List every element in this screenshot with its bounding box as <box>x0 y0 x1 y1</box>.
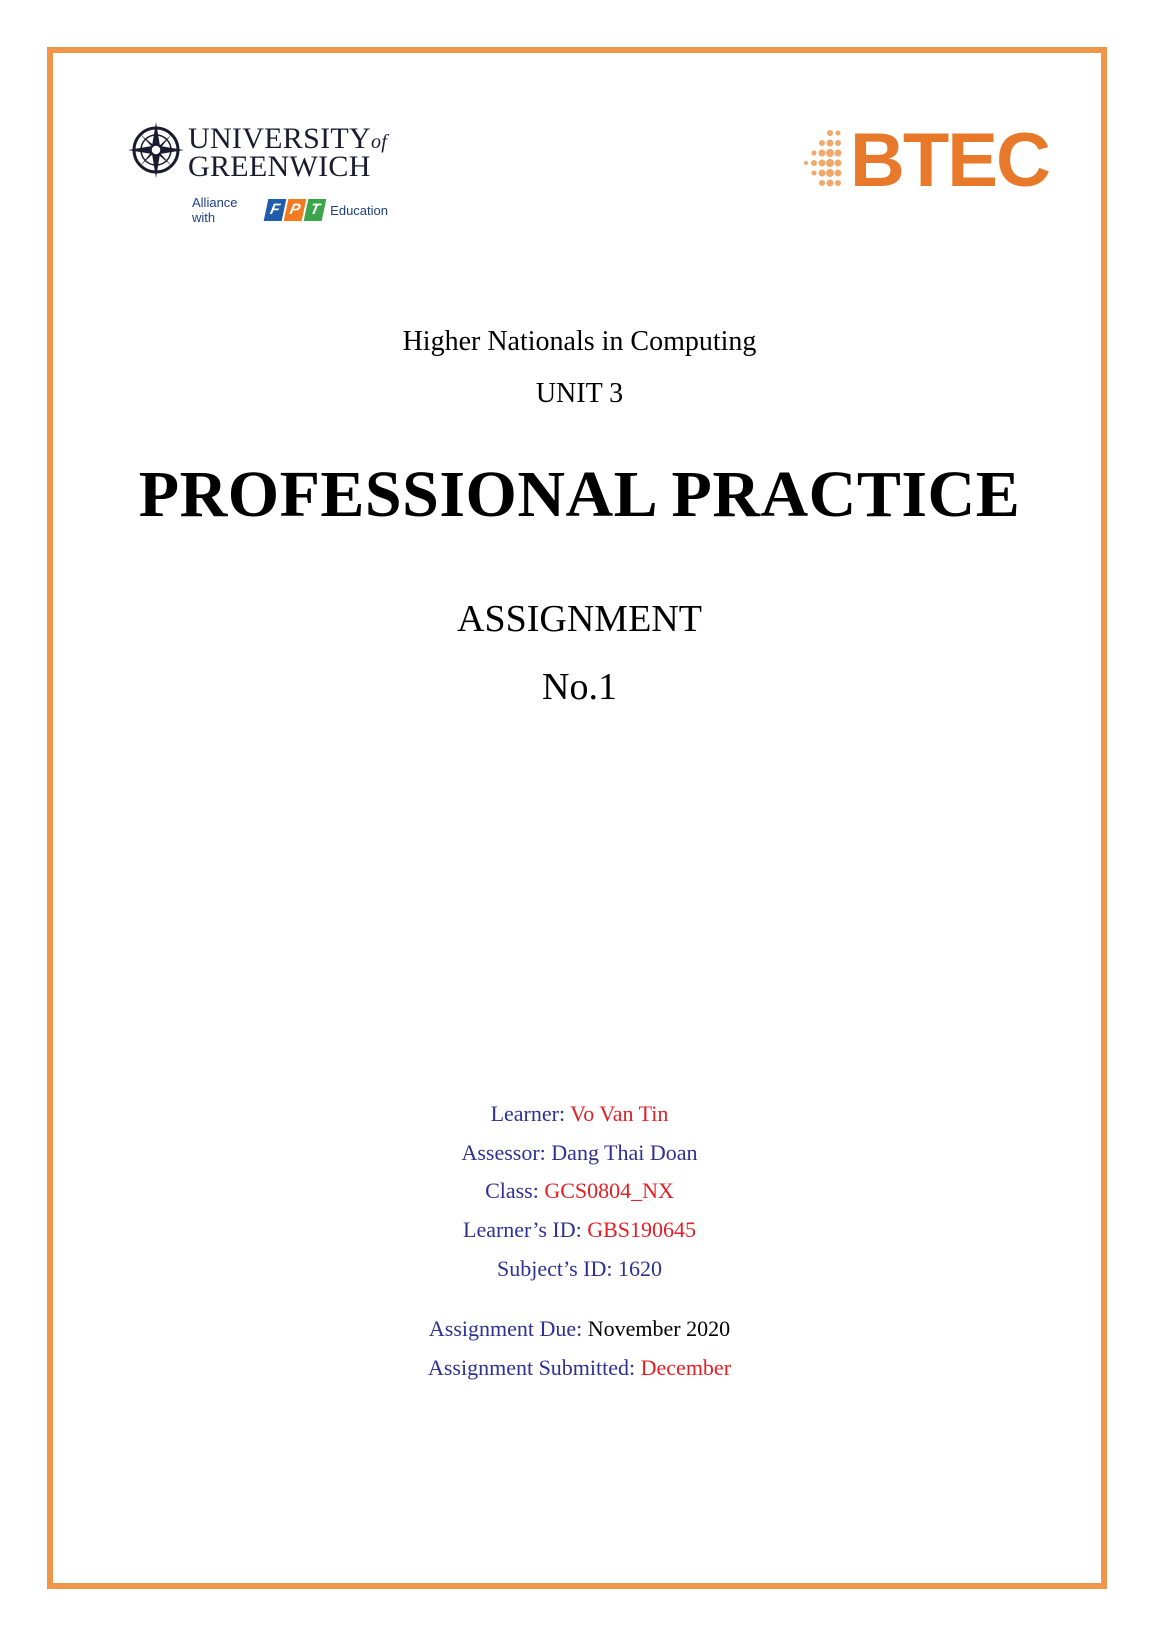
assignment-due-value: November 2020 <box>587 1316 731 1341</box>
page-title: PROFESSIONAL PRACTICE <box>138 458 1021 531</box>
learner-id-value: GBS190645 <box>587 1217 696 1242</box>
learner-id-label: Learner’s ID: <box>463 1217 588 1242</box>
learner-line <box>0 1100 1159 1128</box>
class-label: Class: <box>485 1178 545 1203</box>
unit-label: UNIT 3 <box>535 378 624 409</box>
fpt-letter-t: T <box>304 199 327 221</box>
subject-id-line <box>0 1255 1159 1283</box>
programme-name: Higher Nationals in Computing <box>402 326 757 357</box>
fpt-letter-f: F <box>264 199 287 221</box>
class-line <box>0 1177 1159 1205</box>
assessor-label: Assessor: <box>461 1140 552 1165</box>
assignment-label: ASSIGNMENT <box>457 598 702 640</box>
learner-label: Learner: <box>490 1101 571 1126</box>
learner-id-line <box>0 1216 1159 1244</box>
assessor-value: Dang Thai Doan <box>551 1140 698 1165</box>
assessor-line <box>0 1139 1159 1167</box>
assignment-due-label: Assignment Due: <box>428 1316 588 1341</box>
assignment-submitted-label: Assignment Submitted: <box>427 1355 641 1380</box>
university-wordmark-line1: UNIVERSITYof <box>188 122 388 155</box>
education-text: Education <box>330 202 388 218</box>
compass-rose-icon <box>126 120 186 182</box>
learner-value: Vo Van Tin <box>570 1101 669 1126</box>
assignment-due-line <box>0 1315 1159 1343</box>
fpt-letter-p: P <box>284 199 307 221</box>
university-wordmark-line2: GREENWICH <box>188 150 371 183</box>
btec-logo <box>800 118 1049 203</box>
assignment-submitted-line <box>0 1354 1159 1382</box>
fpt-alliance-line <box>192 195 388 225</box>
btec-wordmark: BTEC <box>850 118 1049 203</box>
assignment-submitted-value: December <box>640 1355 732 1380</box>
university-of-greenwich-logo <box>126 120 388 232</box>
fpt-logo <box>266 199 324 221</box>
assignment-number: No.1 <box>542 666 617 708</box>
subject-id-label: Subject’s ID: <box>497 1256 618 1281</box>
alliance-text: Alliance with <box>192 195 238 225</box>
class-value: GCS0804_NX <box>544 1178 674 1203</box>
btec-dots-icon <box>800 128 846 194</box>
subject-id-value: 1620 <box>618 1256 662 1281</box>
